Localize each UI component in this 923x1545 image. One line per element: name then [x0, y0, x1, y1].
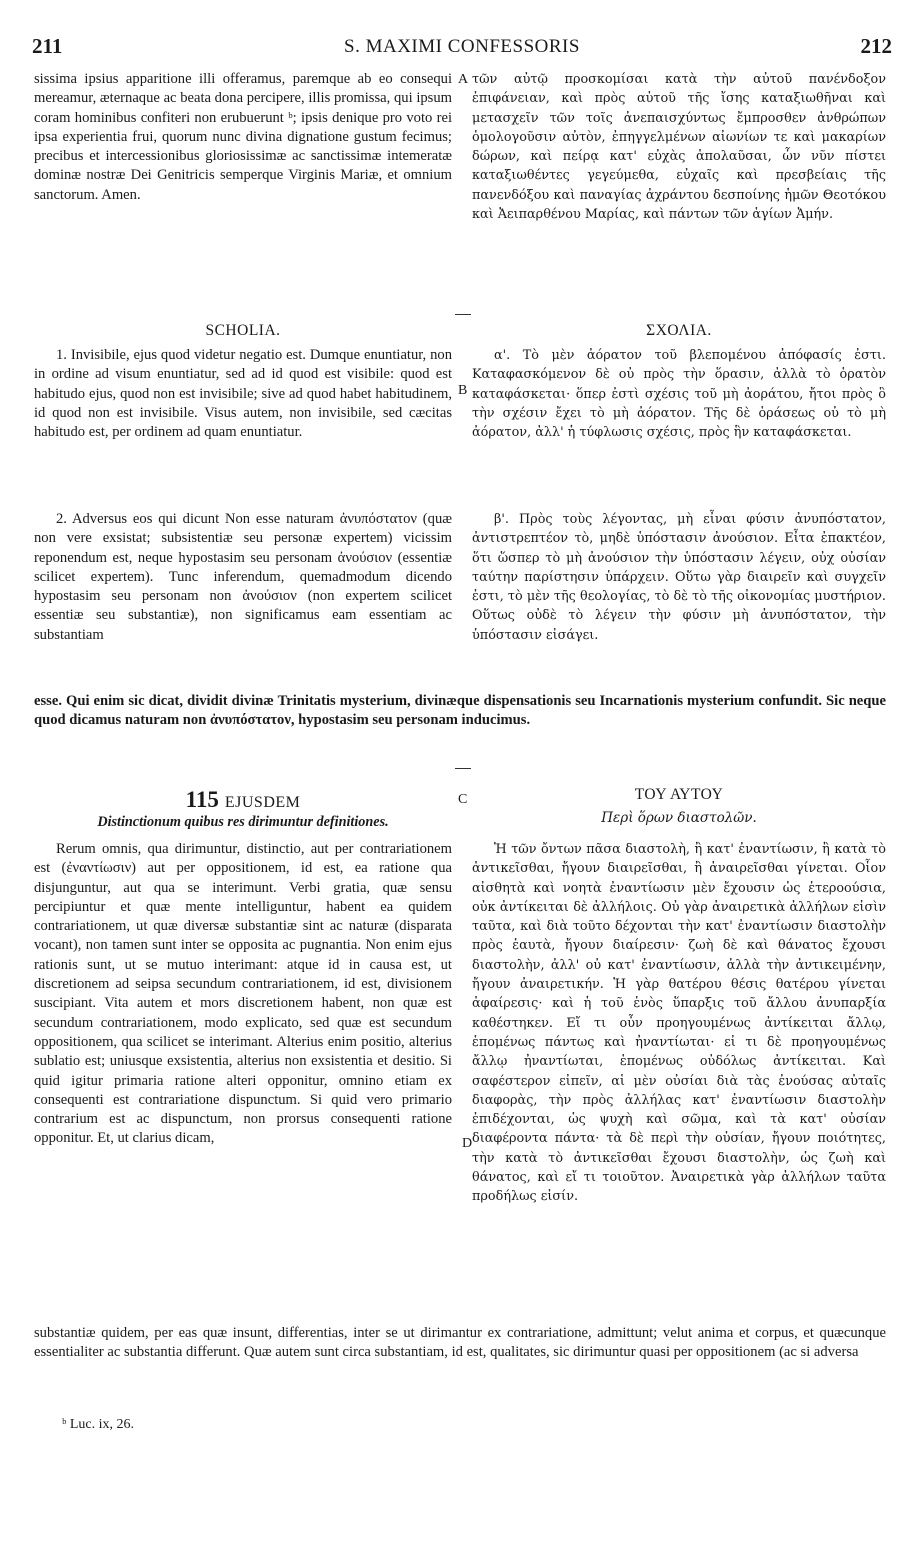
latin-continuation-text: sissima ipsius apparitione illi offeramus, paremque ab eo consequi mereamur, æternaque ac beata dona percipere, illis promissa, qui ipsum coram hominibus confiteri non erubuerunt ᵇ; ipsis denique pro voto rei ipsa experientia frui, quorum nunc divina dignatione gustum fecimus; precibus et intercessionibus gloriosissimæ ac sanctissimæ intemeratæ dominæ nostræ Dei Genitricis semperque Virginis Mariæ, et omnium sanctorum. Amen.	[34, 71, 452, 203]
scholion-1-latin-text: 1. Invisibile, ejus quod videtur negatio est. Dumque enuntiatur, non in ordine ad visum enuntiatur, sed ad id quod est visibile: quod est habitudo ejus, quod non est invisibile; sive ad quod habet habitudinem, id quod non est invisibile. Visus autem, non invisibile, sed cæcitas habitudo est, per ordinem ad quam enuntiatur.	[34, 347, 452, 441]
scholion-2-greek	[472, 510, 886, 645]
section-115-title	[34, 787, 452, 813]
scholion-2-latin	[34, 510, 452, 645]
page-number-right: 212	[860, 34, 892, 58]
greek-continuation	[472, 70, 886, 224]
section-115-continuation-text: substantiæ quidem, per eas quæ insunt, differentias, inter se ut dirimantur ex contrariatione, admittunt; velut anima et corpus, et quæcunque essentialiter ac substantia differunt. Quæ autem sunt circa substantiam, id est, qualitates, sic dirimuntur quasi per oppositionem (ac si adversa	[34, 1325, 886, 1361]
margin-marker-a: A	[458, 72, 469, 87]
greek-section-subtitle: Περὶ ὅρων διαστολῶν.	[601, 810, 757, 826]
column-divider	[455, 314, 471, 315]
margin-marker-b: B	[458, 383, 468, 398]
scholion-2-conclusion-text: esse. Qui enim sic dicat, dividit divinæ Trinitatis mysterium, divinæque dispensationis seu Incarnationis mysterium confundit. Sic neque quod dicamus naturam non ἀνυπόστατον, hypostasim seu personam inducimus.	[34, 693, 886, 729]
scholion-1-latin	[34, 346, 452, 442]
section-115-greek-text: Ἡ τῶν ὄντων πᾶσα διαστολὴ, ἢ κατ' ἐναντίωσιν, ἢ κατὰ τὸ ἀντικεῖσθαι, ἤγουν διαιρεῖσθαι, ἢ ἀναιρεῖσθαι γίνεται. Οἷον αἰσθητὰ καὶ νοητὰ ἐναντίωσιν μὲν ἔχουσιν ὡς ἑτεροούσια, οὐκ ἀντίκειται δὲ ἀλλήλοις. Οὐ γὰρ ἀναιρετικὰ ἀλλήλων εἰσὶν ταῦτα, καὶ διὰ τοῦτο δέχονται τὴν κατ' ἐναντίωσιν διαστολὴν πρὸς ἑαυτὰ, ἤγουν διαίρεσιν· ζωὴ δὲ καὶ θάνατος ἔχουσι διαστολὴν, ἀλλ' οὐ κατ' ἐναντίωσιν, ἀλλὰ τὴν ἀντικειμένην, ἤγουν ἀναιρετικήν. Ἡ γὰρ θατέρου θέσις θατέρου γίνεται ἀφαίρεσις· καὶ ἡ τοῦ ἑνὸς ὕπαρξις τοῦ ἄλλου ἀνυπαρξία καθέστηκεν. Εἴ τι οὖν προηγουμένως ἀντίκειται ἄλλῳ, ἑπομένως πάντως καὶ ἠναντίωται· εἰ τι δὲ προηγουμένως ἄλλῳ ἠναντίωται, ἑπομένως οὐδόλως ἀντίκειται. Καὶ σαφέστερον εἰπεῖν, αἱ μὲν οὐσίαι διὰ τὰς ἐνούσας αὐταῖς διαφορὰς, τὴν πρὸς ἀλλήλας κατ' ἐναντίωσιν διαστολὴν ἐπιδέχονται, ὡς ψυχὴ καὶ σῶμα, καὶ τὰ κατ' οὐσίαν διαφέροντα πάντα· τὰ δὲ περὶ τὴν οὐσίαν, ἤγουν ποιότητες, τὴν κατὰ τὸ ἀντικεῖσθαι ἔχουσι διαστολὴν, ὡς ζωὴ καὶ θάνατος, καὶ εἴ τι τοιοῦτον. Ἀναιρετικὰ γὰρ ἀλλήλων ταῦτα προδήλως εἰσίν.	[472, 842, 886, 1205]
margin-marker-c: C	[458, 792, 468, 807]
latin-continuation	[34, 70, 452, 205]
section-name: EJUSDEM	[224, 794, 301, 811]
greek-continuation-text: τῶν αὐτῷ προσκομίσαι κατὰ τὴν αὐτοῦ πανένδοξον ἐπιφάνειαν, καὶ πρὸς αὐτοῦ τῆς ἴσης καταξιωθῆναι καὶ μετασχεῖν τῶν τοῖς ἀνεπαισχύντως ἔμπροσθεν ἀνθρώπων ὁμολογοῦσιν αὐτὸν, ἐπηγγελμένων αἰωνίων τε καὶ μακαρίων δώρων, καὶ πείρᾳ κατ' εὐχὰς ἀπολαῦσαι, ὧν νῦν πίστει καταξιωθέντες γεγεύμεθα, εὐχαῖς καὶ πρεσβείαις τῆς πανενδόξου καὶ παναγίας ἀχράντου δεσποίνης ἡμῶν Θεοτόκου καὶ Ἀειπαρθένου Μαρίας, καὶ πάντων τῶν ἁγίων Ἀμήν.	[472, 72, 886, 223]
scholion-1-greek-text: α'. Τὸ μὲν ἀόρατον τοῦ βλεπομένου ἀπόφασίς ἐστι. Καταφασκόμενον δὲ οὐ πρὸς τὴν ὅρασιν, ἀλλὰ τὸ ὁρατὸν καταφάσκεται· ὅπερ ἐστὶ σχέσις τοῦ μὴ ἀοράτου, ἤτοι πρὸς ὃ τὴν σχέσιν ἔχει τὸ μὴ ἀόρατον. Τῆς δὲ ὁράσεως οὐ τὸ μὴ ἀόρατον, ἀλλ' ἡ τύφλωσις σχέσις, πρὸς ἣν καταφάσκεται.	[472, 348, 886, 441]
scholion-1-greek	[472, 346, 886, 442]
scholia-greek-heading: ΣΧΟΛΙΑ.	[646, 322, 712, 339]
section-115-latin-text: Rerum omnis, qua dirimuntur, distinctio, aut per contrariationem est (ἐναντίωσιν) aut per oppositionem, id est, ea ratione qua disjunguntur, aut qua se interimunt. Verbi gratia, quæ sensu percipiuntur et quæ mente intelliguntur, habent ea quidem contrariationem, ut quæ diversæ substantiæ sint ac naturæ (disparata vocant), non tamen sunt inter se opposita ac pugnantia. Non enim ejus rationis sunt, ut se mutuo interimant: atque id in causa est, ut discretionem ad seipsa secundum contrariationem, id est, divisionem suscipiant. Vita autem et mors discretionem habent, non quæ est secundum contrariationem, modo explicato, sed quæ est secundum oppositionem, qua scilicet se interimant. Alterius enim positio, alterius sublatio est; uniusque exsistentia, alterius non exsistentia et desitio. Si quid igitur primaria ratione alteri opponitur, omnino etiam ex consequenti est contrariatione dispunctum. Si quid vero primario contrarium est ac dispunctum, non prorsus consequenti ratione opponitur. Et, ut clarius dicam,	[34, 841, 452, 1147]
section-115-latin	[34, 840, 452, 1149]
section-115-continuation	[34, 1324, 886, 1363]
section-115-greek	[472, 840, 886, 1207]
scholion-2-conclusion	[34, 692, 886, 731]
scholion-2-greek-text: β'. Πρὸς τοὺς λέγοντας, μὴ εἶναι φύσιν ἀνυπόστατον, ἀντιστρεπτέον τὸ, μηδὲ ὑπόστασιν ἀνούσιον. Εἶτα ἐπακτέον, ὅτι ὥσπερ τὸ μὴ ἀνούσιον τὴν ὑπόστασιν λέγειν, οὐχ οὐσίαν ταύτην παρίστησιν ὑπάρχειν. Οὕτω γὰρ διαιρεῖν καὶ συγχεῖν ἐστι, τὸ μὲν τῆς θεολογίας, τὸ δὲ τὸ τῆς οἰκονομίας μυστήριον. Οὕτως οὐδὲ τὸ λέγειν τὴν φύσιν μὴ ἀνυπόστατον, τὴν ὑπόστασιν εἰσάγει.	[472, 512, 886, 643]
margin-marker-d: D	[462, 1136, 473, 1151]
page-header	[32, 34, 892, 64]
section-115-subtitle: Distinctionum quibus res dirimuntur definitiones.	[97, 814, 389, 830]
scholion-2-latin-text: 2. Adversus eos qui dicunt Non esse naturam ἀνυπόστατον (quæ non vere exsistat; subsistentiæ seu personæ expertem) vicissim reponendum est, neque hypostasim seu personam ἀνούσιον (essentiæ scilicet expertem). Tunc inferendum, quemadmodum dicendo hypostasim seu personam non ἀνούσιον (non expertem scilicet essentiæ seu substantiæ), non significamus eam essentiam ac substantiam	[34, 511, 452, 643]
scholia-latin-heading: SCHOLIA.	[205, 322, 281, 339]
page-number-left: 211	[32, 34, 63, 58]
running-title: S. MAXIMI CONFESSORIS	[344, 36, 580, 57]
greek-section-title: ΤΟΥ ΑΥΤΟΥ	[634, 786, 724, 803]
footnote: ᵇ Luc. ix, 26.	[62, 1417, 134, 1432]
section-divider	[455, 768, 471, 769]
section-number: 115	[185, 787, 219, 812]
